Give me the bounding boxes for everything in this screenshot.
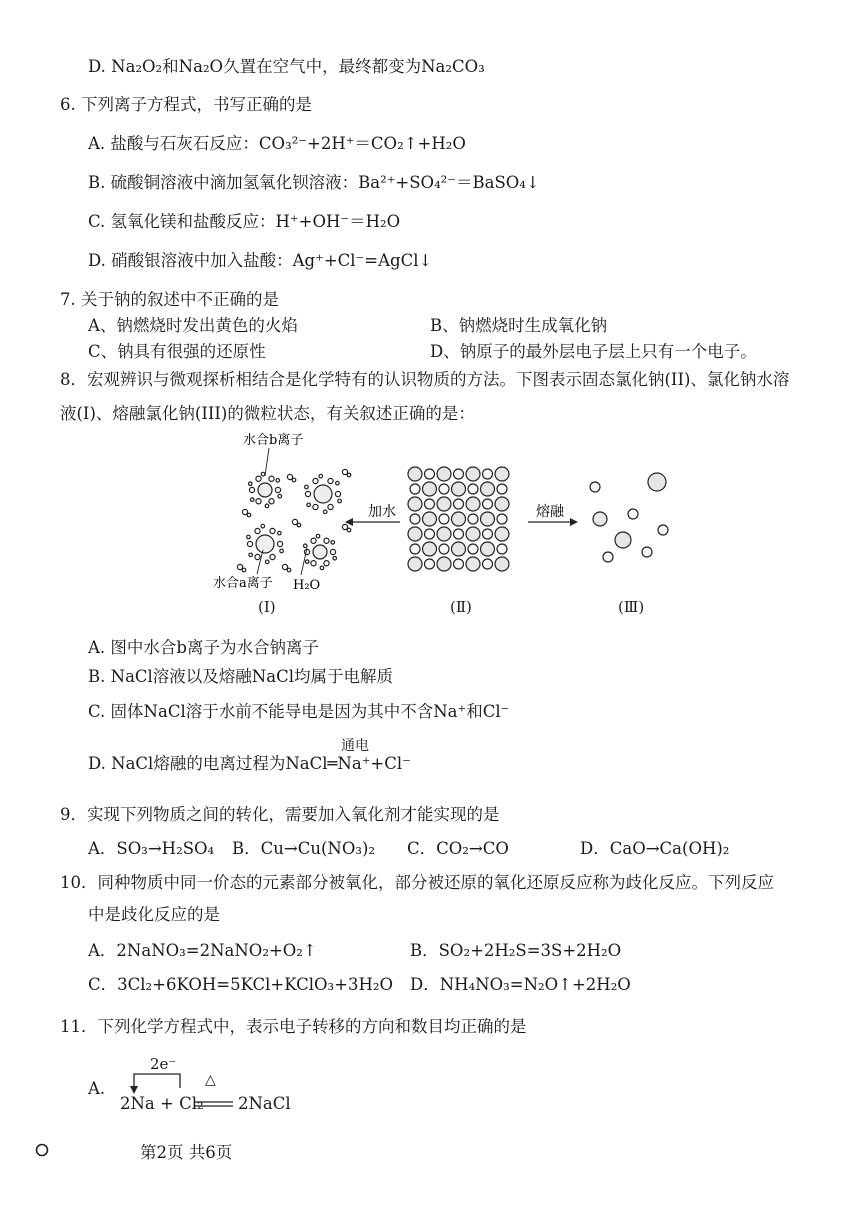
water-molecule	[261, 524, 265, 528]
hydrated-a-ion-label: 水合a离子	[213, 576, 273, 591]
hydrated-ion	[313, 545, 327, 559]
sodium-ion	[497, 544, 507, 554]
chloride-ion	[437, 497, 451, 511]
sodium-ion	[410, 544, 420, 554]
chloride-ion	[437, 527, 451, 541]
hydrated-ion	[256, 535, 274, 553]
sodium-ion	[454, 469, 464, 479]
sodium-ion	[483, 529, 493, 539]
q11-stem: 11．下列化学方程式中，表示电子转移的方向和数目均正确的是	[60, 1017, 527, 1036]
water-molecule	[320, 566, 324, 570]
double-equals	[195, 1100, 235, 1108]
water-molecule	[275, 487, 280, 492]
chloride-ion	[495, 467, 509, 481]
water-molecule	[316, 534, 320, 538]
chloride-ion	[423, 512, 437, 526]
hydrated-ion	[258, 483, 272, 497]
chloride-ion	[408, 557, 422, 571]
water-molecule	[247, 535, 251, 539]
chloride-ion	[466, 527, 480, 541]
sodium-ion	[410, 514, 420, 524]
water-molecule	[324, 561, 329, 566]
q10-option-b: B．SO₂+2H₂S=3S+2H₂O	[410, 941, 622, 960]
chloride-ion	[466, 557, 480, 571]
q7-stem: 7. 关于钠的叙述中不正确的是	[60, 290, 279, 309]
q6-option-c: C. 氢氧化镁和盐酸反应：H⁺+OH⁻＝H₂O	[88, 212, 401, 231]
water-molecule	[248, 482, 252, 486]
sodium-ion	[590, 482, 600, 492]
q8-option-b: B. NaCl溶液以及熔融NaCl均属于电解质	[88, 667, 393, 686]
sodium-ion	[439, 484, 449, 494]
water-molecule	[249, 487, 254, 492]
chloride-ion	[452, 482, 466, 496]
water-molecule	[319, 474, 323, 478]
q11-option-a-letter: A.	[88, 1079, 106, 1098]
water-molecule	[237, 564, 242, 569]
water-molecule	[342, 524, 347, 529]
sodium-ion	[628, 509, 638, 519]
sodium-ion	[468, 544, 478, 554]
melt-label: 熔融	[536, 504, 564, 520]
sodium-ion	[425, 529, 435, 539]
water-molecule	[269, 499, 274, 504]
water-molecule	[255, 528, 260, 533]
chloride-ion	[423, 482, 437, 496]
chloride-ion	[593, 512, 607, 526]
water-molecule	[330, 549, 335, 554]
chloride-ion	[466, 467, 480, 481]
water-molecule	[292, 519, 297, 524]
sodium-ion	[439, 514, 449, 524]
q7-option-c: C、钠具有很强的还原性	[88, 342, 266, 361]
q10-option-a: A．2NaNO₃=2NaNO₂+O₂↑	[88, 941, 317, 960]
figure-caption-3: (Ⅲ)	[618, 598, 645, 616]
chloride-ion	[481, 482, 495, 496]
water-label: H₂O	[293, 578, 321, 593]
sodium-ion	[483, 559, 493, 569]
q7-option-b: B、钠燃烧时生成氧化钠	[430, 316, 608, 335]
q9-option-d: D．CaO→Ca(OH)₂	[580, 839, 730, 858]
sodium-ion	[454, 529, 464, 539]
q10-stem-line1: 10．同种物质中同一价态的元素部分被氧化，部分被还原的氧化还原反应称为歧化反应。下列反应	[60, 873, 774, 892]
sodium-ion	[439, 544, 449, 554]
nacl-particle-figure	[213, 432, 665, 622]
hydrated-b-leader	[265, 448, 269, 476]
q10-option-c: C．3Cl₂+6KOH=5KCl+KClO₃+3H₂O	[88, 975, 393, 994]
water-molecule	[265, 504, 269, 508]
water-molecule	[305, 560, 309, 564]
solution-panel	[237, 469, 350, 571]
sodium-ion	[454, 499, 464, 509]
water-molecule	[335, 491, 340, 496]
q8-stem-line2: 液(I)、熔融氯化钠(III)的微粒状态，有关叙述正确的是：	[60, 404, 475, 423]
water-molecule	[276, 479, 280, 483]
water-molecule	[265, 560, 269, 564]
water-molecule	[307, 503, 311, 507]
q9-option-a: A．SO₃→H₂SO₄	[88, 839, 215, 858]
sodium-ion	[497, 484, 507, 494]
water-molecule	[336, 481, 340, 485]
water-molecule	[280, 549, 284, 553]
sodium-ion	[425, 499, 435, 509]
sodium-ion	[425, 469, 435, 479]
water-molecule	[313, 504, 318, 509]
q10-option-d: D．NH₄NO₃=N₂O↑+2H₂O	[410, 975, 631, 994]
water-molecule	[328, 478, 333, 483]
sodium-ion	[483, 499, 493, 509]
water-molecule	[311, 561, 316, 566]
chloride-ion	[408, 497, 422, 511]
chloride-ion	[481, 542, 495, 556]
chloride-ion	[495, 557, 509, 571]
figure-caption-1: (Ⅰ)	[258, 598, 276, 616]
heating-condition: △	[205, 1072, 216, 1088]
sodium-ion	[468, 514, 478, 524]
water-molecule	[250, 498, 254, 502]
q9-option-b: B．Cu→Cu(NO₃)₂	[232, 839, 376, 858]
sodium-ion	[603, 552, 613, 562]
chloride-ion	[452, 542, 466, 556]
water-molecule	[287, 568, 291, 572]
molten-panel	[590, 473, 668, 562]
chloride-ion	[423, 542, 437, 556]
q6-stem: 6. 下列离子方程式，书写正确的是	[60, 95, 312, 114]
water-molecule	[247, 513, 251, 517]
sodium-ion	[497, 514, 507, 524]
water-molecule	[347, 528, 351, 532]
add-water-label: 加水	[368, 504, 396, 520]
electron-transfer-label: 2e⁻	[150, 1055, 177, 1073]
water-molecule	[333, 556, 337, 560]
q8-stem-line1: 8．宏观辨识与微观探析相结合是化学特有的认识物质的方法。下图表示固态氯化钠(II)、氯化钠水溶	[60, 370, 790, 389]
water-molecule	[256, 499, 261, 504]
sodium-ion	[642, 547, 652, 557]
page-number: 第2页 共6页	[140, 1143, 233, 1162]
sodium-ion	[425, 559, 435, 569]
q8-option-c: C. 固体NaCl溶于水前不能导电是因为其中不含Na⁺和Cl⁻	[88, 702, 510, 721]
sodium-ion	[468, 484, 478, 494]
chloride-ion	[495, 497, 509, 511]
q7-option-a: A、钠燃烧时发出黄色的火焰	[88, 316, 298, 335]
water-molecule	[323, 510, 327, 514]
water-molecule	[331, 541, 335, 545]
water-molecule	[347, 473, 351, 477]
sodium-ion	[410, 484, 420, 494]
water-molecule	[342, 469, 347, 474]
chloride-ion	[615, 532, 631, 548]
water-molecule	[287, 474, 292, 479]
water-molecule	[256, 476, 261, 481]
q7-option-d: D、钠原子的最外层电子层上只有一个电子。	[430, 342, 757, 361]
chloride-ion	[466, 497, 480, 511]
q8-option-d: D. NaCl熔融的电离过程为NaCl═Na⁺+Cl⁻	[88, 754, 411, 773]
water-molecule	[297, 523, 301, 527]
q6-option-b: B. 硫酸铜溶液中滴加氢氧化钡溶液：Ba²⁺+SO₄²⁻＝BaSO₄↓	[88, 173, 540, 192]
chloride-ion	[481, 512, 495, 526]
water-molecule	[255, 554, 260, 559]
water-molecule	[305, 485, 309, 489]
sodium-ion	[454, 559, 464, 569]
water-molecule	[277, 541, 282, 546]
sodium-ion	[658, 525, 668, 535]
q9-option-c: C．CO₂→CO	[407, 839, 509, 858]
water-molecule	[303, 544, 307, 548]
chloride-ion	[437, 467, 451, 481]
q8-option-d-condition: 通电	[341, 738, 369, 754]
products: 2NaCl	[238, 1094, 291, 1113]
chloride-ion	[437, 557, 451, 571]
water-molecule	[270, 528, 275, 533]
water-molecule	[304, 549, 309, 554]
hydrated-b-ion-label: 水合b离子	[243, 433, 304, 448]
chloride-ion	[495, 527, 509, 541]
reactants: 2Na + Cl₂	[120, 1094, 204, 1113]
water-molecule	[242, 509, 247, 514]
q10-stem-line2: 中是歧化反应的是	[88, 905, 220, 924]
water-molecule	[242, 568, 246, 572]
water-molecule	[313, 478, 318, 483]
figure-caption-2: (Ⅱ)	[450, 598, 472, 616]
water-molecule	[249, 553, 253, 557]
sodium-ion	[483, 469, 493, 479]
water-molecule	[324, 538, 329, 543]
page-corner-mark-icon	[34, 1142, 50, 1158]
chloride-ion	[452, 512, 466, 526]
water-molecule	[305, 491, 310, 496]
water-molecule	[261, 472, 265, 476]
water-molecule	[270, 554, 275, 559]
water-molecule	[282, 564, 287, 569]
water-molecule	[247, 541, 252, 546]
water-molecule	[278, 494, 282, 498]
water-molecule	[311, 538, 316, 543]
hydrated-ion	[314, 485, 332, 503]
hydrated-a-leader	[257, 550, 263, 574]
water-molecule	[338, 499, 342, 503]
q9-stem: 9．实现下列物质之间的转化，需要加入氧化剂才能实现的是	[60, 805, 500, 824]
chloride-ion	[648, 473, 666, 491]
q6-option-d: D. 硝酸银溶液中加入盐酸：Ag⁺+Cl⁻=AgCl↓	[88, 251, 433, 270]
water-molecule	[269, 476, 274, 481]
water-molecule	[328, 504, 333, 509]
q5-option-d: D. Na₂O₂和Na₂O久置在空气中，最终都变为Na₂CO₃	[88, 57, 485, 76]
q6-option-a: A. 盐酸与石灰石反应：CO₃²⁻+2H⁺＝CO₂↑+H₂O	[88, 134, 466, 153]
water-molecule	[292, 478, 296, 482]
solid-panel	[408, 467, 509, 571]
q5-option-d-text: Na₂O₂和Na₂O久置在空气中，最终都变为Na₂CO₃	[111, 57, 485, 76]
q8-option-a: A. 图中水合b离子为水合钠离子	[88, 638, 319, 657]
chloride-ion	[408, 467, 422, 481]
chloride-ion	[408, 527, 422, 541]
water-molecule	[278, 531, 282, 535]
